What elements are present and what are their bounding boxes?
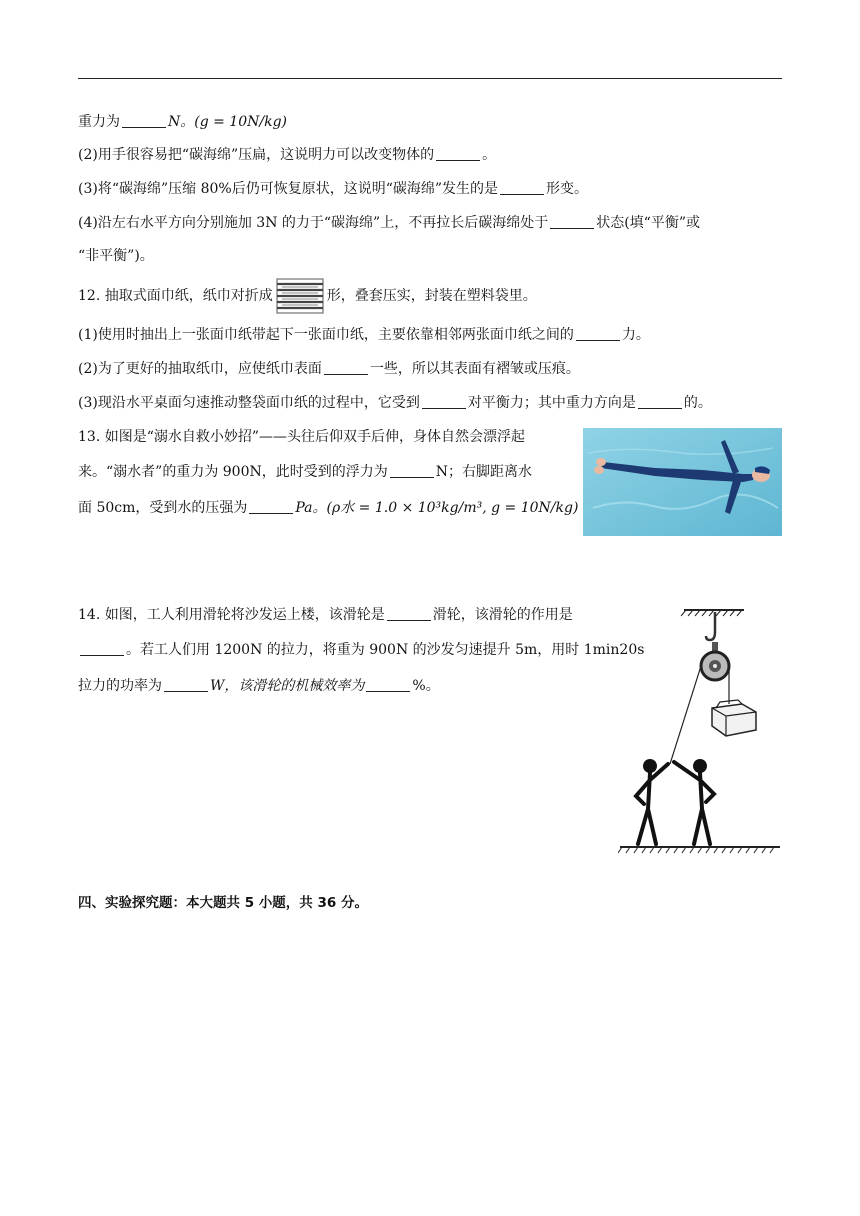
- q14-line3: 拉力的功率为 W，该滑轮的机械效率为 %。: [78, 678, 440, 694]
- answer-blank[interactable]: [366, 677, 410, 692]
- answer-blank[interactable]: [122, 113, 166, 128]
- answer-blank[interactable]: [422, 394, 466, 409]
- q12-line4: (3)现沿水平桌面匀速推动整袋面巾纸的过程中，它受到 对平衡力；其中重力方向是 的。: [78, 395, 712, 411]
- answer-blank[interactable]: [576, 326, 620, 341]
- answer-blank[interactable]: [390, 463, 434, 478]
- q11-line1: 重力为 N。(g = 10N/kg): [78, 114, 287, 130]
- q12-line1: 12. 抽取式面巾纸，纸巾对折成 形，叠套压实，封装在塑料袋里。: [78, 276, 537, 316]
- answer-blank[interactable]: [80, 641, 124, 656]
- header-rule: [78, 78, 782, 79]
- floating-swimmer-photo: [583, 428, 782, 536]
- q14-line2: 。若工人们用 1200N 的拉力，将重为 900N 的沙发匀速提升 5m，用时 1min20s: [78, 640, 644, 660]
- answer-blank[interactable]: [638, 394, 682, 409]
- section-heading: 四、实验探究题：本大题共 5 小题，共 36 分。: [78, 895, 368, 911]
- answer-blank[interactable]: [387, 606, 431, 621]
- q13-line1: 13. 如图是“溺水自救小妙招”——头往后仰双手后伸，身体自然会漂浮起: [78, 429, 526, 445]
- q11-line2: (2)用手很容易把“碳海绵”压扁，这说明力可以改变物体的 。: [78, 147, 497, 163]
- q11-line3: (3)将“碳海绵”压缩 80%后仍可恢复原状，这说明“碳海绵”发生的是 形变。: [78, 181, 589, 197]
- q11-line4: (4)沿左右水平方向分别施加 3N 的力于“碳海绵”上，不再拉长后碳海绵处于 状态(填“平衡”或: [78, 215, 700, 231]
- answer-blank[interactable]: [500, 180, 544, 195]
- answer-blank[interactable]: [324, 360, 368, 375]
- answer-blank[interactable]: [249, 499, 293, 514]
- q12-line3: (2)为了更好的抽取纸巾，应使纸巾表面 一些，所以其表面有褶皱或压痕。: [78, 361, 580, 377]
- answer-blank[interactable]: [436, 146, 480, 161]
- answer-blank[interactable]: [164, 677, 208, 692]
- q11-line5: “非平衡”)。: [78, 248, 154, 264]
- q12-line2: (1)使用时抽出上一张面巾纸带起下一张面巾纸，主要依靠相邻两张面巾纸之间的 力。: [78, 327, 650, 343]
- folded-tissue-icon: [274, 276, 326, 316]
- q13-line2: 来。“溺水者”的重力为 900N，此时受到的浮力为 N；右脚距离水: [78, 464, 532, 480]
- q13-line3: 面 50cm，受到水的压强为 Pa。(ρ水 = 1.0 × 10³kg/m³, g = 10N/kg): [78, 500, 579, 516]
- answer-blank[interactable]: [550, 214, 594, 229]
- pulley-workers-diagram: [618, 604, 782, 854]
- q14-line1: 14. 如图，工人利用滑轮将沙发运上楼，该滑轮是 滑轮，该滑轮的作用是: [78, 607, 573, 623]
